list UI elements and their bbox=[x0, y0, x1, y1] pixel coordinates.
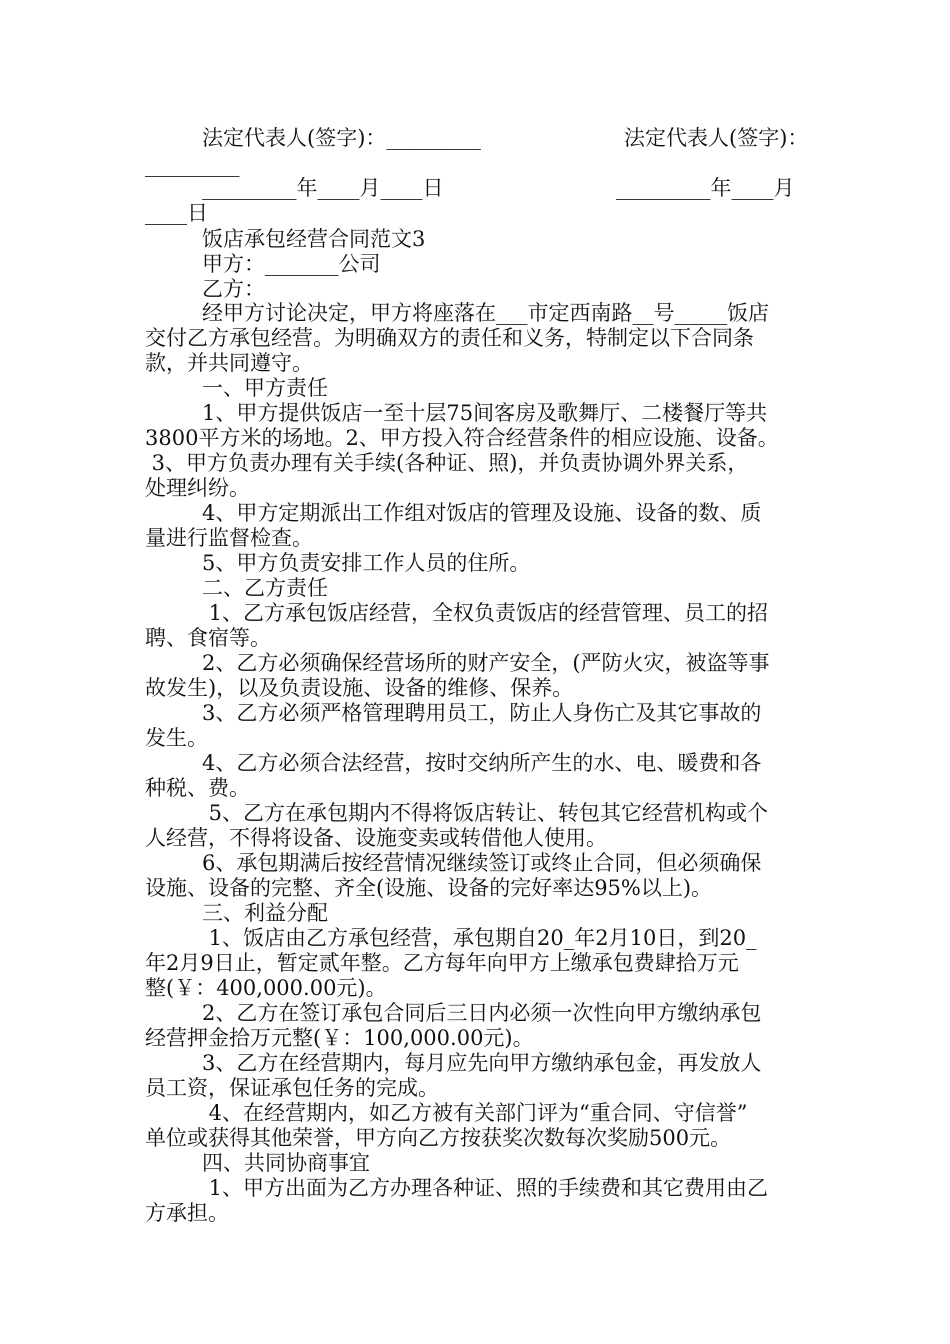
section-heading: 四、共同协商事宜 bbox=[202, 1151, 370, 1175]
body-line: 经甲方讨论决定，甲方将座落在___市定西南路__号_____饭店 bbox=[202, 301, 769, 325]
section-heading: 二、乙方责任 bbox=[202, 576, 328, 600]
signature-right-label: 法定代表人(签字)： bbox=[624, 126, 809, 150]
body-line: 1、乙方承包饭店经营，全权负责饭店的经营管理、员工的招 bbox=[202, 601, 769, 625]
date-right-continued: ____日 bbox=[145, 201, 208, 225]
body-line: 设施、设备的完整、齐全(设施、设备的完好率达95%以上)。 bbox=[145, 876, 713, 900]
body-line: 整(￥：400,000.00元)。 bbox=[145, 976, 387, 1000]
body-line: 5、甲方负责安排工作人员的住所。 bbox=[202, 551, 531, 575]
body-line: 聘、食宿等。 bbox=[145, 626, 271, 650]
body-line: 年2月9日止，暂定贰年整。乙方每年向甲方上缴承包费肆拾万元 bbox=[145, 951, 739, 975]
body-line: 员工资，保证承包任务的完成。 bbox=[145, 1076, 439, 1100]
body-line: 3、甲方负责办理有关手续(各种证、照)，并负责协调外界关系， bbox=[145, 451, 749, 475]
body-line: 5、乙方在承包期内不得将饭店转让、转包其它经营机构或个 bbox=[202, 801, 769, 825]
body-line: 4、在经营期内，如乙方被有关部门评为“重合同、守信誉” bbox=[202, 1101, 748, 1125]
body-line: 6、承包期满后按经营情况继续签订或终止合同，但必须确保 bbox=[202, 851, 762, 875]
body-line: 方承担。 bbox=[145, 1201, 229, 1225]
body-line: 2、乙方必须确保经营场所的财产安全，(严防火灾，被盗等事 bbox=[202, 651, 770, 675]
body-line: 1、甲方出面为乙方办理各种证、照的手续费和其它费用由乙 bbox=[202, 1176, 769, 1200]
date-left: _________年____月____日 bbox=[202, 176, 444, 200]
body-line: 故发生)，以及负责设施、设备的维修、保养。 bbox=[145, 676, 574, 700]
party-a: 甲方：_______公司 bbox=[202, 252, 381, 276]
body-line: 4、甲方定期派出工作组对饭店的管理及设施、设备的数、质 bbox=[202, 501, 762, 525]
date-right: _________年____月 bbox=[616, 176, 795, 200]
contract-title: 饭店承包经营合同范文3 bbox=[202, 227, 426, 251]
body-line: 3800平方米的场地。2、甲方投入符合经营条件的相应设施、设备。 bbox=[145, 426, 779, 450]
body-line: 经营押金拾万元整(￥：100,000.00元)。 bbox=[145, 1026, 534, 1050]
body-line: 种税、费。 bbox=[145, 776, 250, 800]
body-line: 量进行监督检查。 bbox=[145, 526, 313, 550]
body-line: 4、乙方必须合法经营，按时交纳所产生的水、电、暖费和各 bbox=[202, 751, 762, 775]
body-line: 2、乙方在签订承包合同后三日内必须一次性向甲方缴纳承包 bbox=[202, 1001, 762, 1025]
body-line: 款，并共同遵守。 bbox=[145, 351, 313, 375]
signature-left-label: 法定代表人(签字)：_________ bbox=[202, 126, 481, 150]
body-line: 人经营，不得将设备、设施变卖或转借他人使用。 bbox=[145, 826, 607, 850]
section-heading: 一、甲方责任 bbox=[202, 376, 328, 400]
body-line: 1、甲方提供饭店一至十层75间客房及歌舞厅、二楼餐厅等共 bbox=[202, 401, 768, 425]
body-line: 处理纠纷。 bbox=[145, 476, 250, 500]
body-line: 3、乙方在经营期内，每月应先向甲方缴纳承包金，再发放人 bbox=[202, 1051, 762, 1075]
body-line: 发生。 bbox=[145, 726, 208, 750]
party-b: 乙方： bbox=[202, 277, 265, 301]
body-line: 单位或获得其他荣誉，甲方向乙方按获奖次数每次奖励500元。 bbox=[145, 1126, 732, 1150]
section-heading: 三、利益分配 bbox=[202, 901, 328, 925]
body-line: 3、乙方必须严格管理聘用员工，防止人身伤亡及其它事故的 bbox=[202, 701, 762, 725]
body-line: 1、饭店由乙方承包经营，承包期自20_年2月10日，到20_ bbox=[202, 926, 757, 950]
body-line: 交付乙方承包经营。为明确双方的责任和义务，特制定以下合同条 bbox=[145, 326, 754, 350]
signature-right-blank: _________ bbox=[145, 153, 240, 177]
